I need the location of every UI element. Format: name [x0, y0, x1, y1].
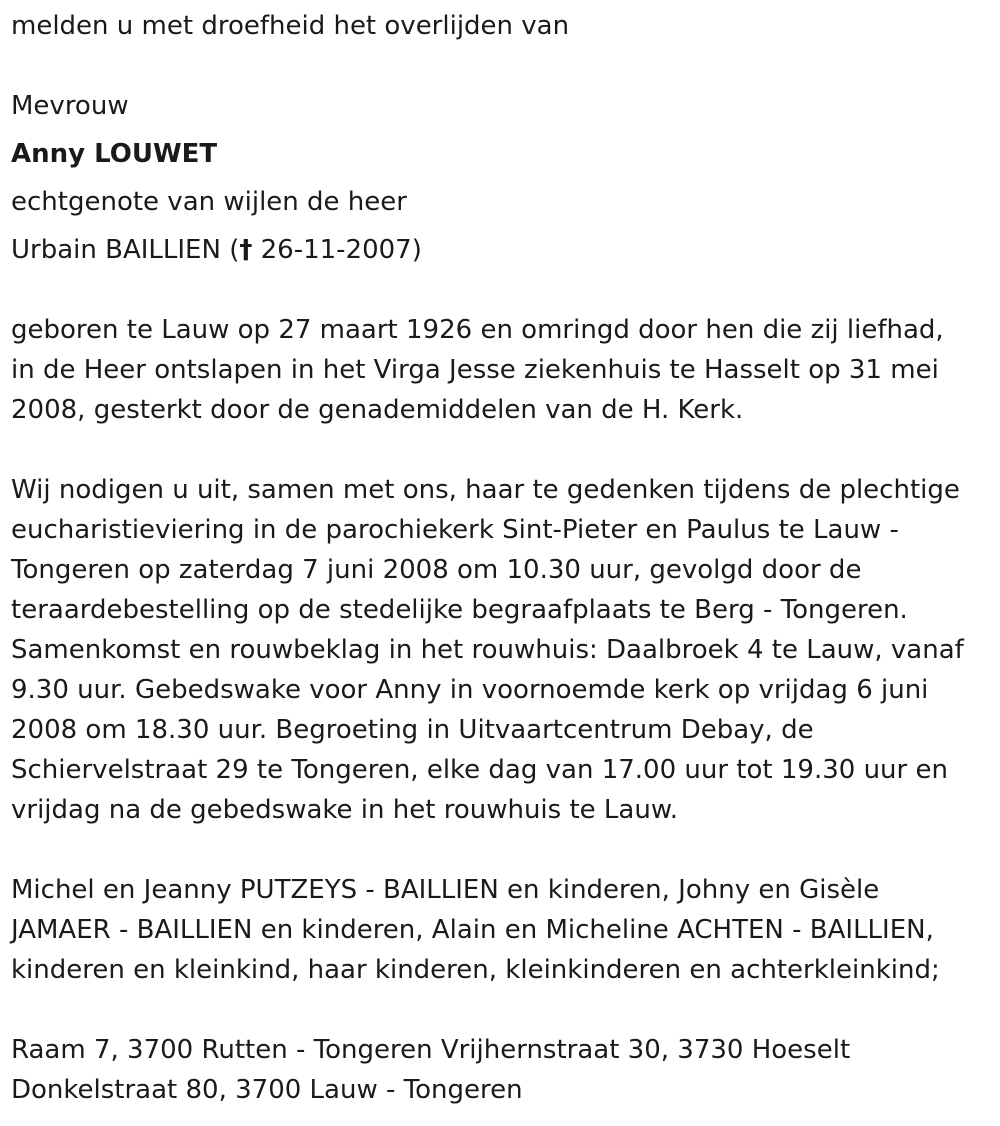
- address-paragraph: [11, 1030, 850, 1110]
- spouse-relation: echtgenote van wijlen de heer: [11, 187, 407, 217]
- spouse-name: Urbain BAILLIEN (: [11, 235, 240, 265]
- birth-paragraph: [11, 310, 944, 430]
- deceased-name: Anny LOUWET: [11, 139, 218, 169]
- paragraph-line: Schiervelstraat 29 te Tongeren, elke dag van 17.00 uur tot 19.30 uur en: [11, 755, 948, 785]
- service-paragraph: [11, 470, 964, 830]
- paragraph-line: 2008 om 18.30 uur. Begroeting in Uitvaartcentrum Debay, de: [11, 715, 814, 745]
- paragraph-line: Raam 7, 3700 Rutten - Tongeren Vrijhernstraat 30, 3730 Hoeselt: [11, 1035, 851, 1065]
- paragraph-line: JAMAER - BAILLIEN en kinderen, Alain en Micheline ACHTEN - BAILLIEN,: [11, 915, 934, 945]
- paragraph-line: eucharistieviering in de parochiekerk Sint-Pieter en Paulus te Lauw -: [11, 515, 899, 545]
- spouse-line: [11, 230, 422, 270]
- paragraph-line: Samenkomst en rouwbeklag in het rouwhuis: Daalbroek 4 te Lauw, vanaf: [11, 635, 964, 665]
- paragraph-line: vrijdag na de gebedswake in het rouwhuis te Lauw.: [11, 795, 678, 825]
- paragraph-line: teraardebestelling op de stedelijke begraafplaats te Berg - Tongeren.: [11, 595, 908, 625]
- honorific-title: Mevrouw: [11, 91, 129, 121]
- spouse-death-date: 26-11-2007): [252, 235, 422, 265]
- paragraph-line: 9.30 uur. Gebedswake voor Anny in voornoemde kerk op vrijdag 6 juni: [11, 675, 929, 705]
- paragraph-line: Donkelstraat 80, 3700 Lauw - Tongeren: [11, 1075, 523, 1105]
- paragraph-line: Tongeren op zaterdag 7 juni 2008 om 10.30 uur, gevolgd door de: [11, 555, 862, 585]
- paragraph-line: in de Heer ontslapen in het Virga Jesse ziekenhuis te Hasselt op 31 mei: [11, 355, 939, 385]
- paragraph-line: Michel en Jeanny PUTZEYS - BAILLIEN en kinderen, Johny en Gisèle: [11, 875, 880, 905]
- paragraph-line: Wij nodigen u uit, samen met ons, haar te gedenken tijdens de plechtige: [11, 475, 960, 505]
- intro-text: melden u met droefheid het overlijden van: [11, 11, 570, 41]
- paragraph-line: kinderen en kleinkind, haar kinderen, kleinkinderen en achterkleinkind;: [11, 955, 940, 985]
- cross-icon: †: [239, 235, 253, 265]
- paragraph-line: geboren te Lauw op 27 maart 1926 en omringd door hen die zij liefhad,: [11, 315, 944, 345]
- family-paragraph: [11, 870, 940, 990]
- paragraph-line: 2008, gesterkt door de genademiddelen van de H. Kerk.: [11, 395, 744, 425]
